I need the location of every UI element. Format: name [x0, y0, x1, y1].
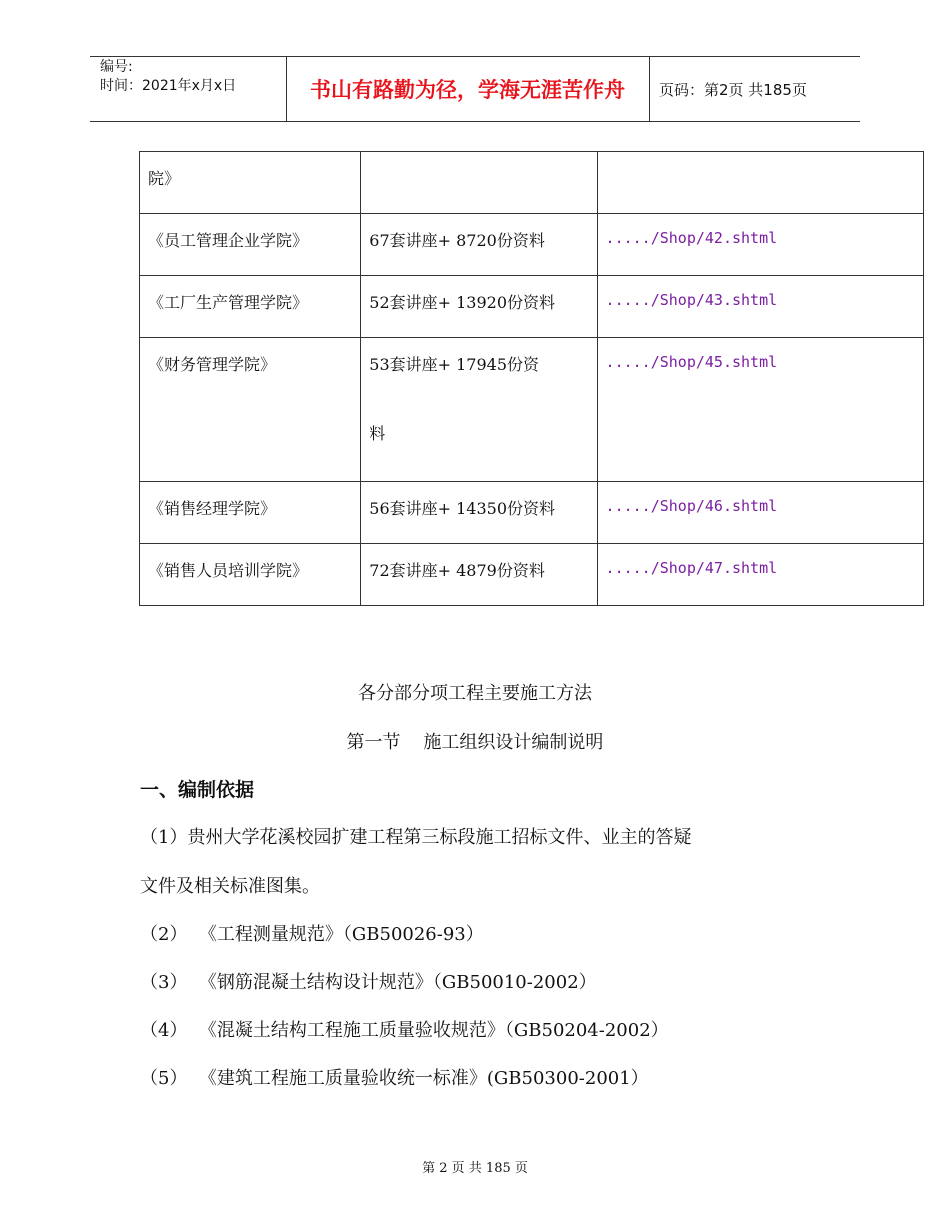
header-time-label: 时间：2021年x月x日	[100, 78, 237, 94]
course-desc: 56套讲座+ 14350份资料	[361, 482, 597, 544]
heading-basis: 一、编制依据	[140, 779, 255, 801]
table-row	[140, 338, 924, 482]
table-row	[140, 214, 924, 276]
header-page-info: 页码：第2页 共185页	[659, 80, 807, 99]
course-link[interactable]: ...../Shop/45.shtml	[605, 353, 778, 371]
table-row	[140, 482, 924, 544]
course-desc: 52套讲座+ 13920份资料	[361, 276, 597, 338]
course-desc-line1: 53套讲座+ 17945份资	[369, 355, 540, 374]
header-divider-right	[649, 56, 650, 122]
course-link[interactable]: ...../Shop/47.shtml	[605, 559, 778, 577]
paragraph-3: （3） 《钢筋混凝土结构设计规范》（GB50010-2002）	[140, 972, 597, 993]
table-row	[140, 152, 924, 214]
course-link[interactable]: ...../Shop/43.shtml	[605, 291, 778, 309]
table-row	[140, 276, 924, 338]
table-row	[140, 544, 924, 606]
course-name: 院》	[140, 152, 361, 214]
paragraph-2: （2） 《工程测量规范》（GB50026-93）	[140, 924, 484, 945]
course-name: 《销售人员培训学院》	[140, 544, 361, 606]
course-name: 《销售经理学院》	[140, 482, 361, 544]
course-link[interactable]: ...../Shop/46.shtml	[605, 497, 778, 515]
course-table	[139, 151, 924, 606]
course-desc	[361, 152, 597, 214]
paragraph-4: （4） 《混凝土结构工程施工质量验收规范》（GB50204-2002）	[140, 1020, 669, 1041]
document-title: 各分部分项工程主要施工方法	[358, 683, 592, 704]
paragraph-1-line-1: （1）贵州大学花溪校园扩建工程第三标段施工招标文件、业主的答疑	[140, 827, 692, 848]
course-desc-line2: 料	[369, 424, 386, 443]
course-name: 《员工管理企业学院》	[140, 214, 361, 276]
page-footer: 第 2 页 共 185 页	[422, 1161, 528, 1176]
course-desc: 72套讲座+ 4879份资料	[361, 544, 597, 606]
course-desc	[361, 338, 597, 482]
section-title: 第一节 施工组织设计编制说明	[346, 732, 604, 753]
course-name: 《财务管理学院》	[140, 338, 361, 482]
course-link[interactable]	[597, 152, 923, 214]
paragraph-5: （5） 《建筑工程施工质量验收统一标准》(GB50300-2001）	[140, 1068, 649, 1089]
header-number-label: 编号:	[100, 59, 133, 75]
course-link[interactable]: ...../Shop/42.shtml	[605, 229, 778, 247]
course-desc: 67套讲座+ 8720份资料	[361, 214, 597, 276]
course-name: 《工厂生产管理学院》	[140, 276, 361, 338]
paragraph-1-line-2: 文件及相关标准图集。	[140, 876, 320, 897]
header-motto: 书山有路勤为径，学海无涯苦作舟	[310, 78, 625, 102]
header-meta	[100, 58, 236, 96]
